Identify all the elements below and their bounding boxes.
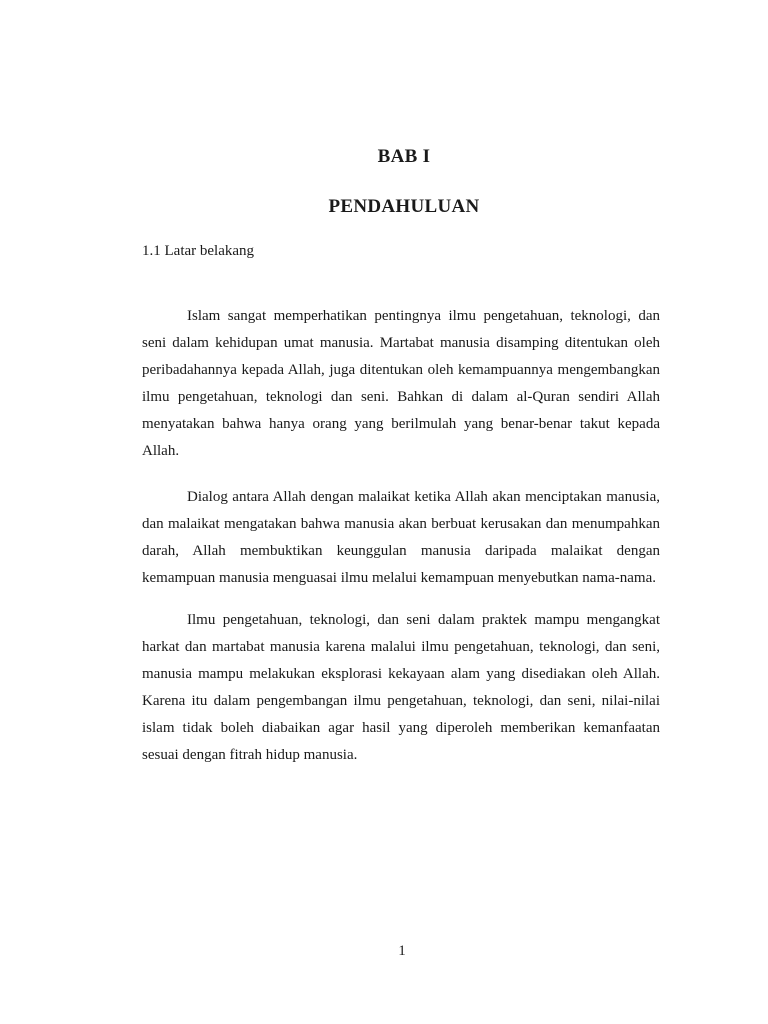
- chapter-number: BAB I: [377, 146, 431, 167]
- chapter-title: PENDAHULUAN: [328, 196, 480, 217]
- paragraph: Ilmu pengetahuan, teknologi, dan seni dalam praktek mampu mengangkat harkat dan martabat manusia karena malalui ilmu pengetahuan, teknologi, dan seni, manusia mampu melakukan eksplorasi kekayaan alam yang disediakan oleh Allah. Karena itu dalam pengembangan ilmu pengetahuan, teknologi, dan seni, nilai-nilai islam tidak boleh diabaikan agar hasil yang diperoleh memberikan kemanfaatan sesuai dengan fitrah hidup manusia.: [142, 612, 660, 763]
- paragraph: Dialog antara Allah dengan malaikat ketika Allah akan menciptakan manusia, dan malaikat mengatakan bahwa manusia akan berbuat kerusakan dan menumpahkan darah, Allah membuktikan keunggulan manusia daripada malaikat dengan kemampuan manusia menguasai ilmu melalui kemampuan menyebutkan nama-nama.: [142, 489, 660, 586]
- paragraph: Islam sangat memperhatikan pentingnya ilmu pengetahuan, teknologi, dan seni dalam kehidupan umat manusia. Martabat manusia disamping ditentukan oleh peribadahannya kepada Allah, juga ditentukan oleh kemampuannya mengembangkan ilmu pengetahuan, teknologi dan seni. Bahkan di dalam al-Quran sendiri Allah menyatakan bahwa hanya orang yang berilmulah yang benar-benar takut kepada Allah.: [142, 308, 660, 459]
- section-heading: 1.1 Latar belakang: [142, 243, 255, 259]
- page-number: 1: [398, 943, 406, 959]
